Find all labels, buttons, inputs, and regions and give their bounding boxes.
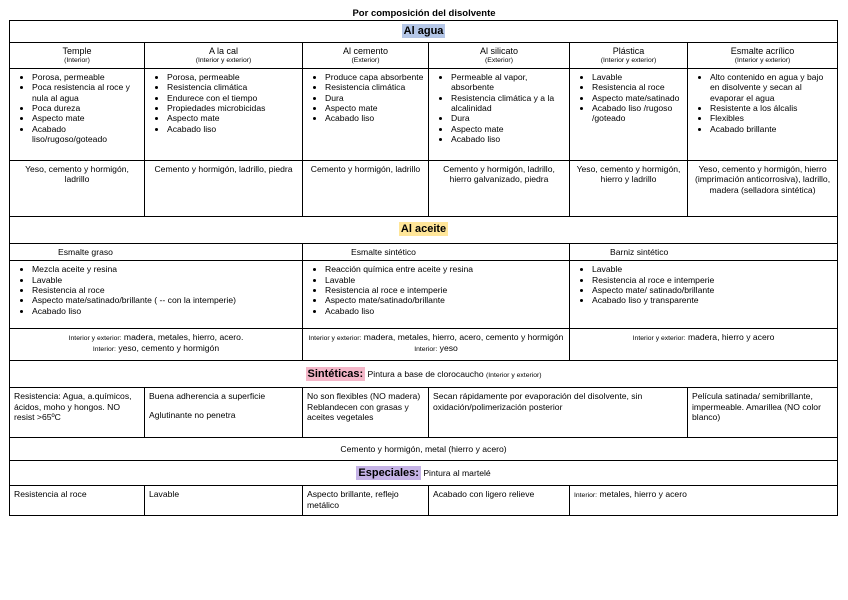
list-item: • Dura bbox=[451, 113, 565, 123]
col-header-cemento: Al cemento (Exterior) bbox=[303, 43, 429, 69]
list-item: • Aspecto mate bbox=[451, 124, 565, 134]
section-aceite-header bbox=[10, 216, 838, 243]
use-silicato: Cemento y hormigón, ladrillo, hierro galvanizado, piedra bbox=[429, 160, 570, 216]
list-item: • Resistencia climática bbox=[167, 82, 298, 92]
agua-uses-row bbox=[10, 160, 838, 216]
props-silicato bbox=[429, 68, 570, 160]
aceite-uses-row bbox=[10, 329, 838, 361]
list-item: • Mezcla aceite y resina bbox=[32, 264, 298, 274]
sint-cell-adherencia: Buena adherencia a superficie Aglutinante no penetra bbox=[145, 388, 303, 438]
especiales-description: Pintura al martelé bbox=[423, 467, 491, 478]
aceite-properties-row bbox=[10, 261, 838, 329]
list-item: • Acabado liso bbox=[451, 134, 565, 144]
sinteticas-uses-row bbox=[10, 438, 838, 461]
list-item: • Lavable bbox=[325, 275, 565, 285]
sinteticas-description: Pintura a base de clorocaucho bbox=[367, 368, 484, 379]
list-item: • Lavable bbox=[592, 72, 683, 82]
list-item: • Poca dureza bbox=[32, 103, 140, 113]
list-item: • Aspecto mate bbox=[325, 103, 424, 113]
section-title-sinteticas: Sintéticas: bbox=[307, 367, 364, 380]
agua-properties-row bbox=[10, 68, 838, 160]
section-title-aceite: Al aceite bbox=[400, 223, 447, 236]
props-plastica bbox=[570, 68, 688, 160]
props-esmalte-graso bbox=[10, 261, 303, 329]
list-item: • Aspecto mate/satinado/brillante bbox=[325, 295, 565, 305]
col-header-silicato: Al silicato (Exterior) bbox=[429, 43, 570, 69]
sinteticas-scope: (Interior y exterior) bbox=[486, 371, 542, 379]
list-item: • Flexibles bbox=[710, 113, 833, 123]
use-temple: Yeso, cemento y hormigón, ladrillo bbox=[10, 160, 145, 216]
list-item: • Lavable bbox=[592, 264, 833, 274]
use-plastica: Yeso, cemento y hormigón, hierro y ladrillo bbox=[570, 160, 688, 216]
use-barniz-sintetico: Interior y exterior: madera, hierro y acero bbox=[570, 329, 838, 361]
esp-cell-lavable: Lavable bbox=[145, 486, 303, 516]
aceite-column-headers bbox=[10, 243, 838, 260]
col-header-barniz-sintetico: Barniz sintético bbox=[570, 243, 838, 260]
section-sinteticas-header bbox=[10, 361, 838, 388]
esp-cell-roce: Resistencia al roce bbox=[10, 486, 145, 516]
list-item: • Acabado liso bbox=[167, 124, 298, 134]
section-especiales-header bbox=[10, 461, 838, 486]
col-header-plastica: Plástica (Interior y exterior) bbox=[570, 43, 688, 69]
props-esmalte-sintetico bbox=[303, 261, 570, 329]
list-item: • Porosa, permeable bbox=[32, 72, 140, 82]
esp-cell-acabado: Acabado con ligero relieve bbox=[429, 486, 570, 516]
props-esmalte-acrilico bbox=[688, 68, 838, 160]
sint-cell-resistencia: Resistencia: Agua, a.químicos, ácidos, moho y hongos. NO resist >65ºC bbox=[10, 388, 145, 438]
list-item: • Resistencia al roce e intemperie bbox=[592, 275, 833, 285]
list-item: • Resistencia climática bbox=[325, 82, 424, 92]
list-item: • Acabado liso y transparente bbox=[592, 295, 833, 305]
list-item: • Acabado liso bbox=[32, 306, 298, 316]
col-header-cal: A la cal (Interior y exterior) bbox=[145, 43, 303, 69]
list-item: • Resistencia al roce bbox=[32, 285, 298, 295]
use-esmalte-acrilico: Yeso, cemento y hormigón, hierro (imprimación anticorrosiva), ladrillo, madera (selladora sintética) bbox=[688, 160, 838, 216]
list-item: • Dura bbox=[325, 93, 424, 103]
use-esmalte-sintetico: Interior y exterior: madera, metales, hierro, acero, cemento y hormigón Interior: yeso bbox=[303, 329, 570, 361]
section-agua-header bbox=[10, 21, 838, 43]
list-item: • Permeable al vapor, absorbente bbox=[451, 72, 565, 93]
list-item: • Acabado liso bbox=[325, 306, 565, 316]
props-barniz-sintetico bbox=[570, 261, 838, 329]
esp-cell-uso: Interior: metales, hierro y acero bbox=[570, 486, 838, 516]
use-cemento: Cemento y hormigón, ladrillo bbox=[303, 160, 429, 216]
props-cemento bbox=[303, 68, 429, 160]
especiales-properties-row bbox=[10, 486, 838, 516]
esp-cell-aspecto: Aspecto brillante, reflejo metálico bbox=[303, 486, 429, 516]
list-item: • Alto contenido en agua y bajo en disolvente y secan al evaporar el agua bbox=[710, 72, 833, 103]
list-item: • Resistente a los álcalis bbox=[710, 103, 833, 113]
paint-classification-table bbox=[9, 20, 838, 516]
props-cal bbox=[145, 68, 303, 160]
col-header-temple: Temple (Interior) bbox=[10, 43, 145, 69]
section-title-agua: Al agua bbox=[403, 24, 444, 37]
page-title: Por composición del disolvente bbox=[352, 8, 496, 19]
sinteticas-properties-row bbox=[10, 388, 838, 438]
list-item: • Porosa, permeable bbox=[167, 72, 298, 82]
col-header-esmalte-sintetico: Esmalte sintético bbox=[303, 243, 570, 260]
list-item: • Resistencia al roce e intemperie bbox=[325, 285, 565, 295]
list-item: • Aspecto mate bbox=[32, 113, 140, 123]
sint-cell-secado: Secan rápidamente por evaporación del disolvente, sin oxidación/polimerización posterior bbox=[429, 388, 688, 438]
use-cal: Cemento y hormigón, ladrillo, piedra bbox=[145, 160, 303, 216]
props-temple bbox=[10, 68, 145, 160]
sint-use: Cemento y hormigón, metal (hierro y acero) bbox=[10, 438, 838, 461]
list-item: • Aspecto mate/ satinado/brillante bbox=[592, 285, 833, 295]
col-header-esmalte-graso: Esmalte graso bbox=[10, 243, 303, 260]
list-item: • Lavable bbox=[32, 275, 298, 285]
list-item: • Aspecto mate bbox=[167, 113, 298, 123]
list-item: • Aspecto mate/satinado bbox=[592, 93, 683, 103]
col-header-esmalte-acrilico: Esmalte acrílico (Interior y exterior) bbox=[688, 43, 838, 69]
list-item: • Acabado brillante bbox=[710, 124, 833, 134]
list-item: • Reacción química entre aceite y resina bbox=[325, 264, 565, 274]
sint-cell-flexibilidad: No son flexibles (NO madera) Reblandecen con grasas y aceites vegetales bbox=[303, 388, 429, 438]
list-item: • Endurece con el tiempo bbox=[167, 93, 298, 103]
agua-column-headers bbox=[10, 43, 838, 69]
list-item: • Acabado liso /rugoso /goteado bbox=[592, 103, 683, 124]
list-item: • Resistencia climática y a la alcalinidad bbox=[451, 93, 565, 114]
use-esmalte-graso: Interior y exterior: madera, metales, hierro, acero. Interior: yeso, cemento y hormigón bbox=[10, 329, 303, 361]
list-item: • Poca resistencia al roce y nula al agua bbox=[32, 82, 140, 103]
list-item: • Resistencia al roce bbox=[592, 82, 683, 92]
list-item: • Produce capa absorbente bbox=[325, 72, 424, 82]
list-item: • Aspecto mate/satinado/brillante ( -- con la intemperie) bbox=[32, 295, 298, 305]
sint-cell-pelicula: Película satinada/ semibrillante, impermeable. Amarillea (NO color blanco) bbox=[688, 388, 838, 438]
list-item: • Acabado liso bbox=[325, 113, 424, 123]
list-item: • Propiedades microbicidas bbox=[167, 103, 298, 113]
section-title-especiales: Especiales: bbox=[358, 466, 419, 479]
list-item: • Acabado liso/rugoso/goteado bbox=[32, 124, 140, 145]
